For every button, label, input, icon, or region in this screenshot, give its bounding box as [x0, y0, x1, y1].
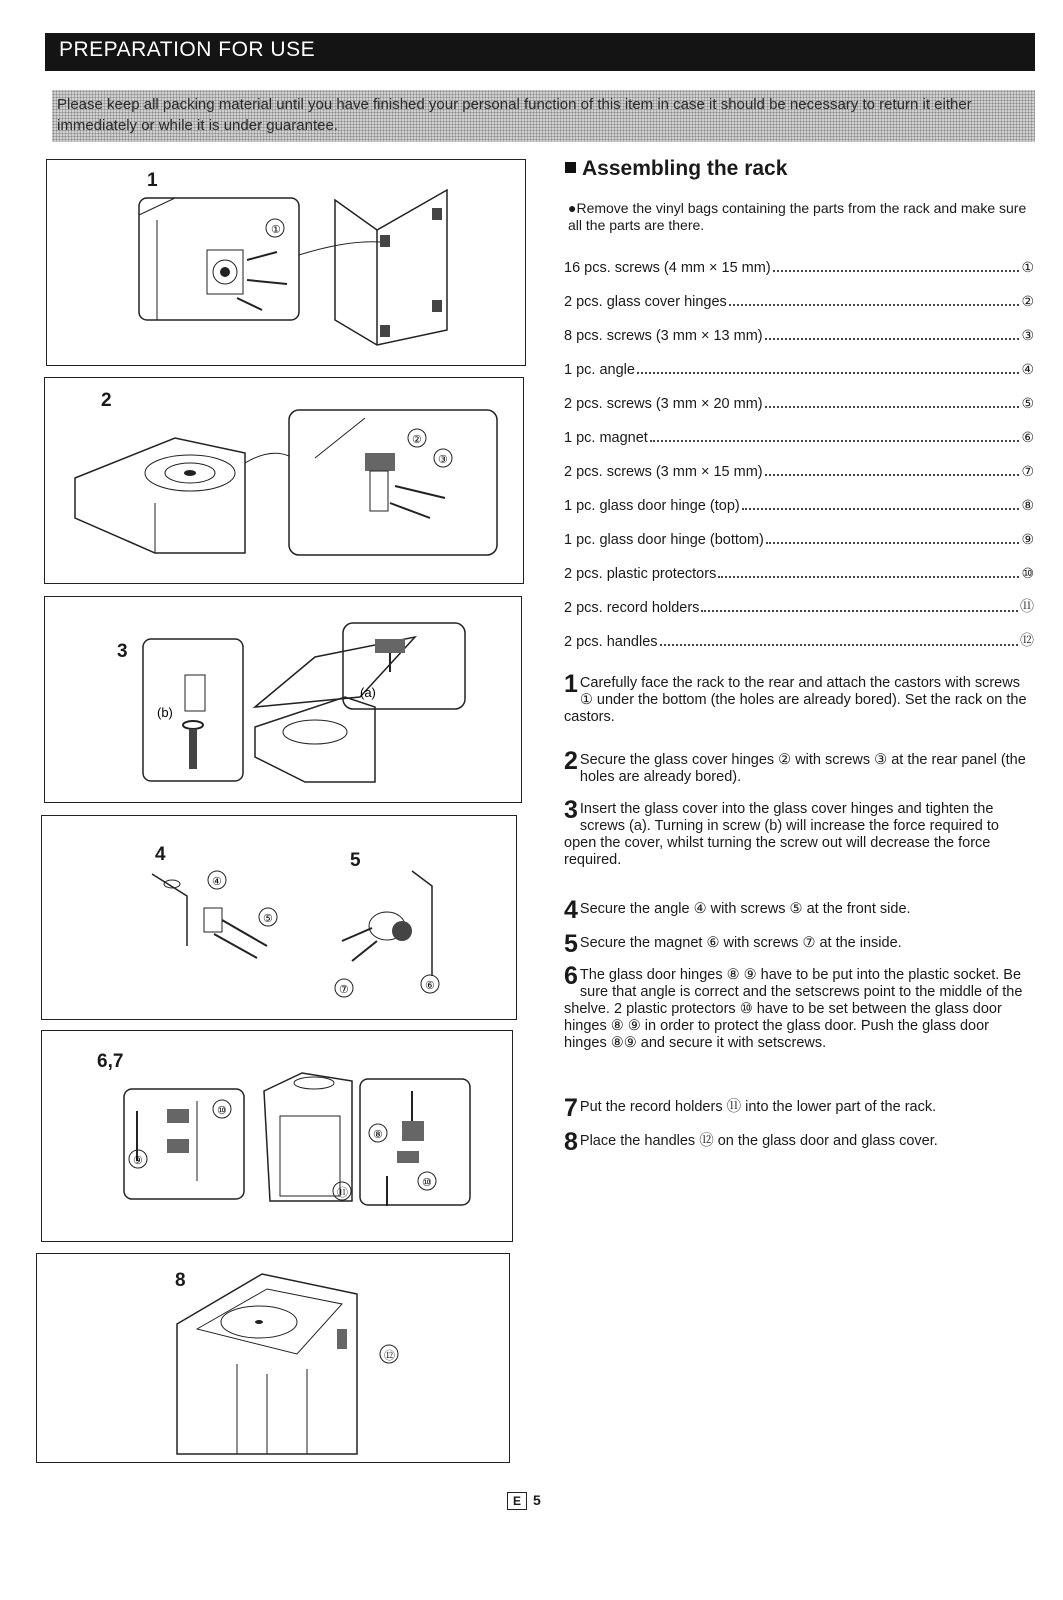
figure-3 — [44, 596, 522, 803]
callout-6: ⑥ — [425, 980, 435, 992]
step-number: 8 — [564, 1128, 578, 1156]
callout-b: (b) — [157, 705, 173, 720]
section-title-text: Assembling the rack — [582, 157, 788, 180]
callout-10: ⑩ — [217, 1105, 227, 1117]
notice-text: Please keep all packing material until you have finished your personal function of this item in case it should be necessary to return it either immediately or while it is under guarantee. — [57, 96, 972, 134]
part-row — [564, 288, 1034, 310]
bullet-square-icon — [565, 162, 576, 173]
step-number: 3 — [564, 796, 578, 824]
part-number: ⑦ — [1021, 463, 1034, 479]
step-text: Secure the glass cover hinges ② with screws ③ at the rear panel (the holes are already bored). — [579, 752, 1026, 785]
callout-8: ⑧ — [373, 1129, 383, 1141]
step-item — [564, 796, 1030, 869]
part-row — [564, 628, 1034, 650]
callout-4: ④ — [212, 876, 222, 888]
part-name: 2 pcs. record holders — [564, 600, 700, 616]
step-item — [564, 1128, 1030, 1156]
figure-label: 6,7 — [97, 1051, 124, 1072]
step-text: Carefully face the rack to the rear and attach the castors with screws ① under the bottom (the holes are already bored). Set the rack on the castors. — [564, 675, 1027, 725]
part-name: 1 pc. glass door hinge (top) — [564, 498, 740, 514]
figure-label: 3 — [117, 641, 128, 662]
step-item — [564, 930, 1030, 958]
callout-9: ⑨ — [133, 1155, 143, 1167]
part-name: 1 pc. glass door hinge (bottom) — [564, 532, 764, 548]
figure-4-5 — [41, 815, 517, 1020]
step-text: Secure the angle ④ with screws ⑤ at the front side. — [579, 901, 911, 917]
callout-3: ③ — [438, 454, 448, 466]
step-number: 4 — [564, 896, 578, 924]
part-row — [564, 526, 1034, 548]
step-number: 1 — [564, 670, 578, 698]
part-row — [564, 424, 1034, 446]
callout-2: ② — [412, 434, 422, 446]
step-item — [564, 747, 1030, 786]
part-number: ① — [1021, 259, 1034, 275]
part-row — [564, 322, 1034, 344]
part-row — [564, 560, 1034, 582]
glass-cover-illustration — [45, 597, 521, 802]
callout-7: ⑦ — [339, 984, 349, 996]
part-name: 8 pcs. screws (3 mm × 13 mm) — [564, 328, 763, 344]
callout-12: ⑫ — [384, 1350, 395, 1362]
figure-label: 2 — [101, 390, 112, 411]
part-name: 2 pcs. screws (3 mm × 15 mm) — [564, 464, 763, 480]
figure-2 — [44, 377, 524, 584]
callout-a: (a) — [360, 685, 376, 700]
part-number: ② — [1021, 293, 1034, 309]
part-row — [564, 356, 1034, 378]
part-number: ④ — [1021, 361, 1034, 377]
step-text: Place the handles ⑫ on the glass door and glass cover. — [579, 1133, 938, 1149]
callout-11: ⑪ — [337, 1187, 348, 1199]
step-item — [564, 670, 1030, 726]
language-badge: E — [507, 1492, 527, 1510]
figure-6-7 — [41, 1030, 513, 1242]
step-text: Put the record holders ⑪ into the lower part of the rack. — [579, 1099, 937, 1115]
step-item — [564, 1094, 1030, 1122]
step-item — [564, 896, 1030, 924]
part-number: ⑩ — [1021, 565, 1034, 581]
part-number: ⑪ — [1020, 598, 1034, 614]
packing-notice — [52, 90, 1035, 142]
part-number: ⑤ — [1021, 395, 1034, 411]
part-name: 16 pcs. screws (4 mm × 15 mm) — [564, 260, 771, 276]
castor-illustration — [47, 160, 525, 365]
part-number: ⑨ — [1021, 531, 1034, 547]
figure-1 — [46, 159, 526, 366]
step-text: The glass door hinges ⑧ ⑨ have to be put into the plastic socket. Be sure that angle is correct and the setscrews point to the middle of the shelve. 2 plastic protectors ⑩ have to be set between the glass door hinges ⑧ ⑨ in order to protect the glass door. Push the glass door hinges ⑧⑨ and secure it with setscrews. — [564, 967, 1023, 1051]
step-number: 2 — [564, 747, 578, 775]
callout-10b: ⑩ — [422, 1177, 432, 1189]
step-number: 7 — [564, 1094, 578, 1122]
step-number: 6 — [564, 962, 578, 990]
part-name: 1 pc. angle — [564, 362, 635, 378]
figure-label: 4 — [155, 844, 166, 865]
step-item — [564, 962, 1030, 1052]
step-number: 5 — [564, 930, 578, 958]
part-name: 2 pcs. plastic protectors — [564, 566, 717, 582]
part-number: ⑫ — [1020, 632, 1034, 648]
part-name: 2 pcs. handles — [564, 634, 658, 650]
part-row — [564, 390, 1034, 412]
part-row — [564, 594, 1034, 616]
part-name: 2 pcs. screws (3 mm × 20 mm) — [564, 396, 763, 412]
handles-illustration — [37, 1254, 509, 1462]
part-name: 1 pc. magnet — [564, 430, 648, 446]
page-footer — [507, 1492, 541, 1510]
step-text: Secure the magnet ⑥ with screws ⑦ at the inside. — [579, 935, 902, 951]
part-name: 2 pcs. glass cover hinges — [564, 294, 727, 310]
figure-label: 1 — [147, 170, 158, 191]
part-row — [564, 254, 1034, 276]
angle-magnet-illustration — [42, 816, 516, 1019]
section-title — [565, 157, 787, 181]
figure-8 — [36, 1253, 510, 1463]
part-number: ⑥ — [1021, 429, 1034, 445]
figure-label: 5 — [350, 850, 361, 871]
part-number: ⑧ — [1021, 497, 1034, 513]
page-title: PREPARATION FOR USE — [59, 38, 316, 61]
figure-label: 8 — [175, 1270, 186, 1291]
hinge-illustration — [45, 378, 523, 583]
header-bar — [45, 33, 1035, 71]
part-number: ③ — [1021, 327, 1034, 343]
glass-door-illustration — [42, 1031, 512, 1241]
part-row — [564, 458, 1034, 480]
page-number: 5 — [533, 1492, 541, 1508]
callout-5: ⑤ — [263, 913, 273, 925]
intro-text: ●Remove the vinyl bags containing the parts from the rack and make sure all the parts are there. — [568, 200, 1027, 233]
part-row — [564, 492, 1034, 514]
step-text: Insert the glass cover into the glass cover hinges and tighten the screws (a). Turning in screw (b) will increase the force required to open the cover, whilst turning the screw out will decrease the force required. — [564, 801, 999, 868]
callout-1: ① — [271, 224, 281, 236]
